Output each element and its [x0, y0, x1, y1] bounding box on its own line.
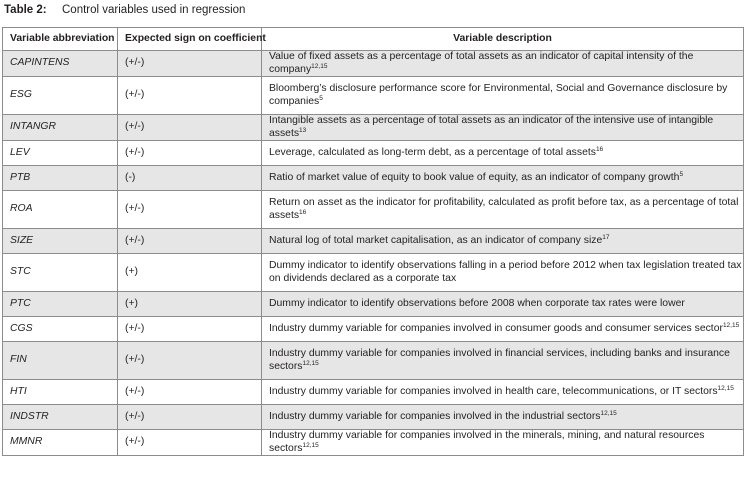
description-text: Industry dummy variable for companies involved in the minerals, mining, and natural resources sectors	[269, 430, 705, 454]
cell-description	[262, 405, 744, 430]
cell-abbreviation: SIZE	[3, 229, 118, 254]
cell-sign: (+/-)	[118, 405, 262, 430]
cell-sign: (+/-)	[118, 229, 262, 254]
cell-sign: (+/-)	[118, 317, 262, 342]
description-text: Return on asset as the indicator for profitability, calculated as profit before tax, as a percentage of total assets	[269, 197, 739, 221]
cell-description	[262, 166, 744, 191]
cell-abbreviation: PTB	[3, 166, 118, 191]
cell-sign: (+/-)	[118, 191, 262, 229]
table-row	[3, 141, 744, 166]
table-row	[3, 342, 744, 380]
header-expected-sign: Expected sign on coefficient	[118, 28, 262, 51]
reference-superscript: 12,15	[311, 62, 328, 70]
cell-description	[262, 77, 744, 115]
cell-description	[262, 141, 744, 166]
cell-sign: (+/-)	[118, 141, 262, 166]
cell-abbreviation: INTANGR	[3, 115, 118, 141]
cell-description	[262, 254, 744, 292]
cell-description	[262, 51, 744, 77]
table-row	[3, 317, 744, 342]
description-text: Industry dummy variable for companies involved in financial services, including banks and insurance sectors	[269, 348, 730, 372]
reference-superscript: 16	[595, 145, 604, 153]
cell-abbreviation: ESG	[3, 77, 118, 115]
cell-sign: (+/-)	[118, 51, 262, 77]
table-row	[3, 430, 744, 456]
reference-superscript: 17	[602, 233, 610, 241]
cell-description	[262, 430, 744, 456]
cell-abbreviation: MMNR	[3, 430, 118, 456]
cell-description	[262, 229, 744, 254]
description-text: Industry dummy variable for companies involved in the industrial sectors	[269, 410, 601, 422]
description-text: Leverage, calculated as long-term debt, as a percentage of total assets	[269, 146, 596, 158]
table-row	[3, 115, 744, 141]
control-variables-table	[2, 27, 744, 456]
cell-description	[262, 292, 744, 317]
reference-superscript: 12,15	[302, 359, 319, 367]
cell-description	[262, 380, 744, 405]
table-caption-text: Control variables used in regression	[62, 4, 246, 16]
description-text: Ratio of market value of equity to book value of equity, as an indicator of company growth	[269, 171, 680, 183]
cell-description	[262, 115, 744, 141]
reference-superscript: 5	[319, 94, 323, 102]
cell-sign: (+)	[118, 292, 262, 317]
table-row	[3, 51, 744, 77]
cell-abbreviation: CAPINTENS	[3, 51, 118, 77]
cell-abbreviation: INDSTR	[3, 405, 118, 430]
table-row	[3, 254, 744, 292]
cell-description	[262, 317, 744, 342]
description-text: Intangible assets as a percentage of total assets as an indicator of the intensive use of intangible assets	[269, 115, 714, 139]
table-row	[3, 166, 744, 191]
description-text: Natural log of total market capitalisation, as an indicator of company size	[269, 234, 603, 246]
table-row	[3, 191, 744, 229]
table-row	[3, 405, 744, 430]
reference-superscript: 5	[679, 170, 684, 178]
description-text: Dummy indicator to identify observations falling in a period before 2012 when tax legislation treated tax on dividends declared as a corporate tax	[269, 260, 742, 284]
cell-description	[262, 342, 744, 380]
cell-abbreviation: ROA	[3, 191, 118, 229]
cell-sign: (+/-)	[118, 77, 262, 115]
description-text: Industry dummy variable for companies involved in consumer goods and consumer services sector	[269, 322, 723, 334]
cell-sign: (-)	[118, 166, 262, 191]
reference-superscript: 12,15	[722, 321, 740, 329]
cell-sign: (+/-)	[118, 115, 262, 141]
table-header-row	[3, 28, 744, 51]
reference-superscript: 12,15	[302, 441, 319, 449]
cell-sign: (+/-)	[118, 430, 262, 456]
description-text: Value of fixed assets as a percentage of total assets as an indicator of capital intensity of the company	[269, 51, 694, 75]
table-caption-label: Table 2:	[4, 4, 47, 16]
table-row	[3, 229, 744, 254]
cell-abbreviation: LEV	[3, 141, 118, 166]
cell-sign: (+/-)	[118, 380, 262, 405]
cell-description	[262, 191, 744, 229]
cell-sign: (+/-)	[118, 342, 262, 380]
description-text: Dummy indicator to identify observations before 2008 when corporate tax rates were lower	[269, 297, 685, 309]
cell-sign: (+)	[118, 254, 262, 292]
cell-abbreviation: STC	[3, 254, 118, 292]
description-text: Bloomberg’s disclosure performance score for Environmental, Social and Governance disclosure by companies	[269, 83, 728, 107]
reference-superscript: 12,15	[600, 409, 617, 417]
description-text: Industry dummy variable for companies involved in health care, telecommunications, or IT sectors	[269, 385, 718, 397]
header-variable-abbreviation: Variable abbreviation	[3, 28, 118, 51]
cell-abbreviation: PTC	[3, 292, 118, 317]
table-row	[3, 292, 744, 317]
cell-abbreviation: FIN	[3, 342, 118, 380]
table-row	[3, 77, 744, 115]
cell-abbreviation: CGS	[3, 317, 118, 342]
table-caption	[4, 4, 245, 16]
table-row	[3, 380, 744, 405]
reference-superscript: 12,15	[717, 384, 734, 392]
header-variable-description: Variable description	[262, 28, 744, 51]
cell-abbreviation: HTI	[3, 380, 118, 405]
reference-superscript: 16	[299, 208, 307, 216]
reference-superscript: 13	[299, 126, 307, 134]
